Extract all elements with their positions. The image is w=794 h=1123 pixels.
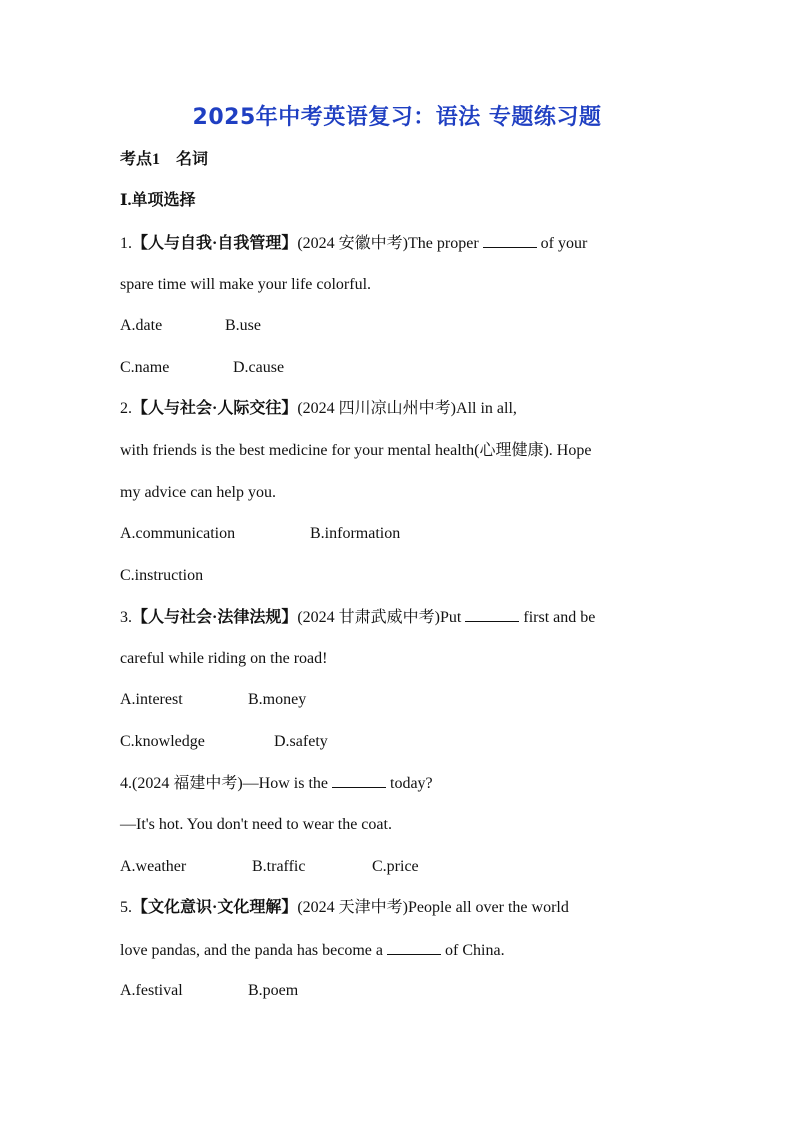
question-number: 4. <box>120 775 132 792</box>
question-text: of your <box>540 235 588 252</box>
question-tag: 【人与社会·法律法规】 <box>132 609 298 626</box>
question-4-options-row-1 <box>120 857 419 877</box>
question-number: 1. <box>120 235 132 252</box>
question-4-line-1 <box>120 773 433 794</box>
question-1-options-row-2 <box>120 358 284 378</box>
question-text: —How is the <box>242 775 328 792</box>
question-number: 3. <box>120 609 132 626</box>
question-source: (2024 安徽中考) <box>297 235 409 252</box>
question-2-line-3: my advice can help you. <box>120 484 276 501</box>
part-heading: Ⅰ.单项选择 <box>120 192 196 209</box>
question-2-line-2: with friends is the best medicine for your mental health(心理健康). Hope <box>120 442 592 459</box>
question-text: of China. <box>445 942 505 959</box>
question-5-options-row-1 <box>120 981 298 1001</box>
option: B.money <box>248 691 307 708</box>
option: A.interest <box>120 691 183 708</box>
answer-blank <box>332 773 386 788</box>
question-text: first and be <box>523 609 596 626</box>
question-tag: 【人与社会·人际交往】 <box>132 400 298 417</box>
question-text: All in all, <box>456 400 517 417</box>
question-tag: 【文化意识·文化理解】 <box>132 899 298 916</box>
question-text: The proper <box>408 235 479 252</box>
question-number: 5. <box>120 899 132 916</box>
option: B.poem <box>248 982 299 999</box>
question-1-line-2: spare time will make your life colorful. <box>120 276 372 293</box>
question-source: (2024 天津中考) <box>297 899 409 916</box>
question-source: (2024 福建中考) <box>132 775 243 792</box>
question-5-line-1 <box>120 898 569 918</box>
option: D.safety <box>274 733 328 750</box>
question-text: People all over the world <box>408 899 569 916</box>
answer-blank <box>465 607 519 622</box>
question-3-line-2: careful while riding on the road! <box>120 650 328 667</box>
question-1-options-row-1 <box>120 316 261 336</box>
question-3-options-row-2 <box>120 732 328 752</box>
question-2-options-row-2 <box>120 566 203 586</box>
question-text: today? <box>390 775 433 792</box>
question-2-line-1 <box>120 399 517 419</box>
option: C.knowledge <box>120 733 205 750</box>
option: B.use <box>225 317 261 334</box>
answer-blank <box>483 233 537 248</box>
question-source: (2024 四川凉山州中考) <box>297 400 457 417</box>
question-number: 2. <box>120 400 132 417</box>
option: A.festival <box>120 982 183 999</box>
option: C.instruction <box>120 567 204 584</box>
question-source: (2024 甘肃武威中考) <box>297 609 441 626</box>
question-4-line-2: —It's hot. You don't need to wear the coat. <box>120 816 392 833</box>
question-text: Put <box>440 609 462 626</box>
option: C.name <box>120 359 170 376</box>
option: C.price <box>372 858 419 875</box>
question-5-line-2 <box>120 940 505 961</box>
answer-blank <box>387 940 441 955</box>
option: A.date <box>120 317 163 334</box>
question-1-line-1 <box>120 233 587 254</box>
option: D.cause <box>233 359 285 376</box>
option: B.traffic <box>252 858 306 875</box>
section-heading: 考点1 名词 <box>120 151 209 168</box>
question-text: love pandas, and the panda has become a <box>120 942 384 959</box>
page-title: 2025年中考英语复习：语法 专题练习题 <box>192 105 602 130</box>
question-tag: 【人与自我·自我管理】 <box>132 235 298 252</box>
option: A.communication <box>120 525 236 542</box>
option: A.weather <box>120 858 187 875</box>
option: B.information <box>310 525 401 542</box>
question-3-line-1 <box>120 607 595 628</box>
question-2-options-row-1 <box>120 524 400 544</box>
question-3-options-row-1 <box>120 690 306 710</box>
